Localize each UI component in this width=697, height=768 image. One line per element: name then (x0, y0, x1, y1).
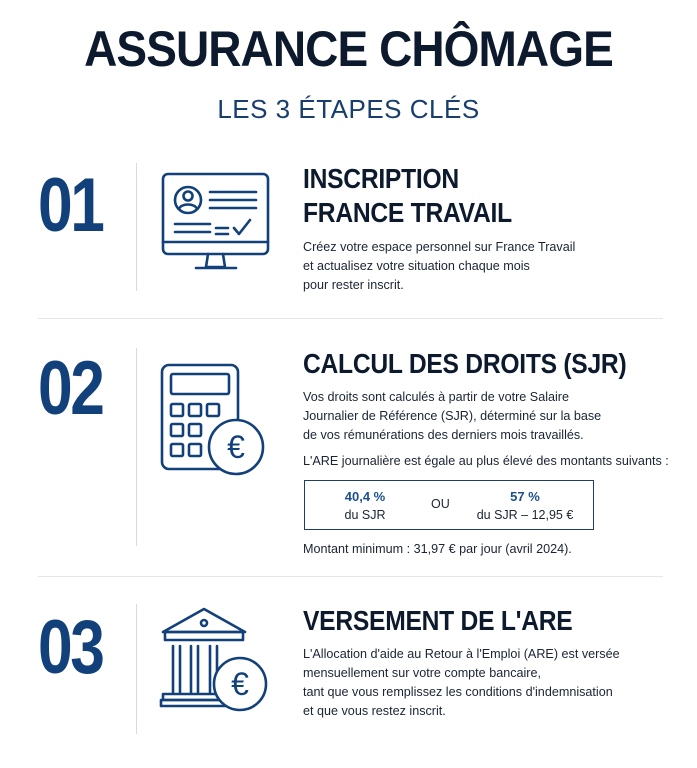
step-divider (136, 163, 137, 291)
rule-intro: L'ARE journalière est égale au plus élevé des montants suivants : (303, 454, 669, 468)
step-text-line: L'Allocation d'aide au Retour à l'Emploi (ARE) est versée (303, 647, 620, 661)
step-text-line: de vos rémunérations des derniers mois travaillés. (303, 428, 584, 442)
section-separator (38, 318, 663, 319)
step-text-line: et que vous restez inscrit. (303, 704, 446, 718)
page-title: ASSURANCE CHÔMAGE (84, 21, 613, 77)
minimum-amount: Montant minimum : 31,97 € par jour (avril 2024). (303, 542, 572, 556)
step-number: 01 (38, 163, 103, 248)
calculator-euro-icon (158, 362, 273, 477)
computer-profile-icon (158, 170, 273, 280)
svg-text:€: € (227, 429, 245, 465)
step-number: 02 (38, 346, 103, 431)
step-text-line: Journalier de Référence (SJR), déterminé sur la base (303, 409, 602, 423)
option-b-label: du SJR – 12,95 € (476, 508, 574, 522)
bank-euro-icon (158, 604, 276, 714)
calculation-box (304, 480, 594, 530)
step-text-line: tant que vous remplissez les conditions d'indemnisation (303, 685, 613, 699)
step-text-line: Créez votre espace personnel sur France Travail (303, 240, 576, 254)
step-divider (136, 348, 137, 546)
svg-text:€: € (231, 666, 249, 702)
option-a-value: 40,4 % (344, 489, 386, 504)
step-title-line: VERSEMENT DE L'ARE (303, 605, 573, 636)
step-divider (136, 604, 137, 734)
step-number: 03 (38, 605, 103, 690)
step-text-line: mensuellement sur votre compte bancaire, (303, 666, 541, 680)
step-text-line: pour rester inscrit. (303, 278, 404, 292)
step-text-line: et actualisez votre situation chaque mois (303, 259, 530, 273)
page-subtitle: LES 3 ÉTAPES CLÉS (217, 94, 480, 124)
option-b (465, 488, 585, 524)
or-label: OU (431, 497, 450, 511)
step-text-line: Vos droits sont calculés à partir de votre Salaire (303, 390, 569, 404)
option-a (305, 488, 425, 524)
section-separator (38, 576, 663, 577)
option-b-value: 57 % (510, 489, 540, 504)
step-title-line: INSCRIPTION (303, 163, 459, 194)
step-title-line: FRANCE TRAVAIL (303, 197, 512, 228)
option-a-label: du SJR (344, 508, 386, 522)
step-title-line: CALCUL DES DROITS (SJR) (303, 348, 627, 379)
